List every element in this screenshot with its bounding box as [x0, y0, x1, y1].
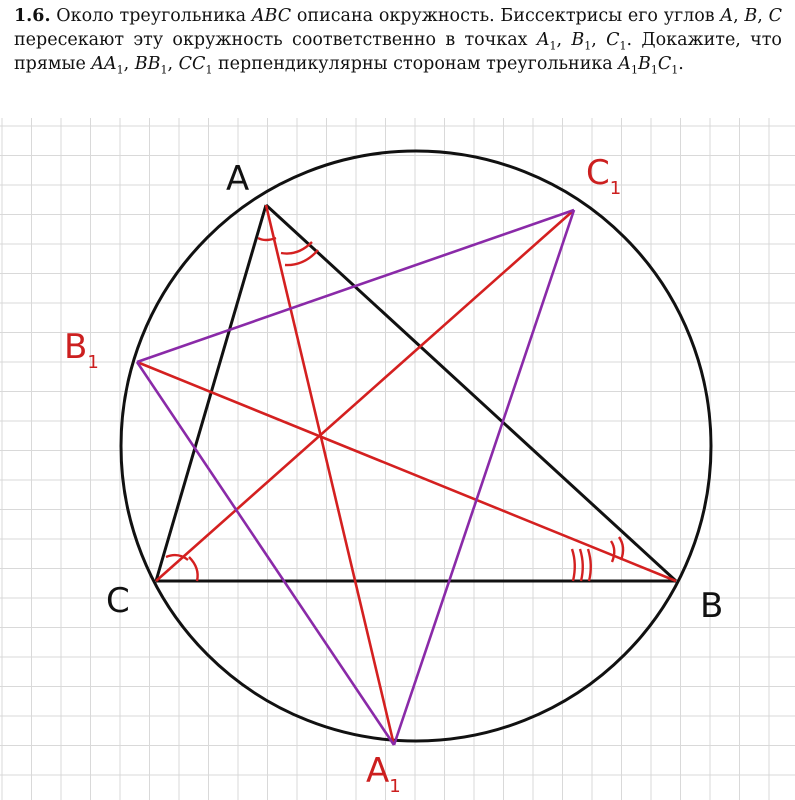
math-aa: AA — [91, 54, 117, 74]
math-c: C — [768, 6, 782, 26]
bisector-bb1 — [137, 362, 676, 581]
math-b: B — [637, 54, 651, 74]
label-b1: $B_1$ — [64, 327, 99, 373]
text-run: Около треугольника — [50, 6, 252, 26]
circumcircle — [121, 151, 711, 741]
math-sub: 1 — [160, 63, 168, 77]
math-sub: 1 — [650, 63, 658, 77]
math-cc: CC — [178, 54, 206, 74]
text-run: пересекают эту окружность соответственно в точках — [14, 30, 537, 50]
math-sub: 1 — [619, 39, 627, 53]
grid-background — [0, 118, 795, 800]
math-sub: 1 — [116, 63, 124, 77]
label-a: A — [226, 159, 250, 199]
math-sub: 1 — [584, 39, 592, 53]
angle-mark-b-lower-2 — [580, 549, 583, 581]
angle-mark-b-lower-3 — [588, 549, 591, 581]
math-sub: 1 — [671, 63, 679, 77]
text-run: , — [556, 30, 572, 50]
math-c: C — [606, 30, 620, 50]
text-run: . — [678, 54, 684, 74]
label-a1: $A_1$ — [366, 751, 401, 797]
text-run: , — [167, 54, 179, 74]
side-ab — [266, 205, 676, 581]
angle-mark-b-lower-1 — [572, 549, 575, 581]
label-b: B — [700, 586, 724, 626]
angle-mark-b-upper-1 — [611, 541, 614, 562]
text-run: , — [123, 54, 135, 74]
math-sub: 1 — [630, 63, 638, 77]
math-c: C — [657, 54, 672, 74]
text-run: , — [757, 6, 769, 26]
label-c1: $C_1$ — [586, 153, 622, 199]
math-b: B — [744, 6, 758, 26]
math-abc: ABC — [251, 6, 292, 26]
math-sub: 1 — [205, 63, 213, 77]
math-b: B — [571, 30, 585, 50]
math-bb: BB — [134, 54, 161, 74]
text-run: , — [591, 30, 607, 50]
side-a1b1 — [137, 362, 394, 745]
math-a: A — [536, 30, 550, 50]
text-run: . Докажите, что прямые — [14, 30, 782, 74]
text-run: перпендикулярны сторонам треугольника — [212, 54, 619, 74]
text-run: , — [733, 6, 745, 26]
math-a: A — [720, 6, 734, 26]
text-run: описана окружность. Биссектрисы его углов — [291, 6, 721, 26]
label-c: C — [106, 581, 130, 621]
problem-number: 1.6. — [14, 6, 51, 26]
math-a: A — [618, 54, 631, 74]
math-sub: 1 — [549, 39, 557, 53]
bisector-aa1 — [266, 205, 394, 745]
